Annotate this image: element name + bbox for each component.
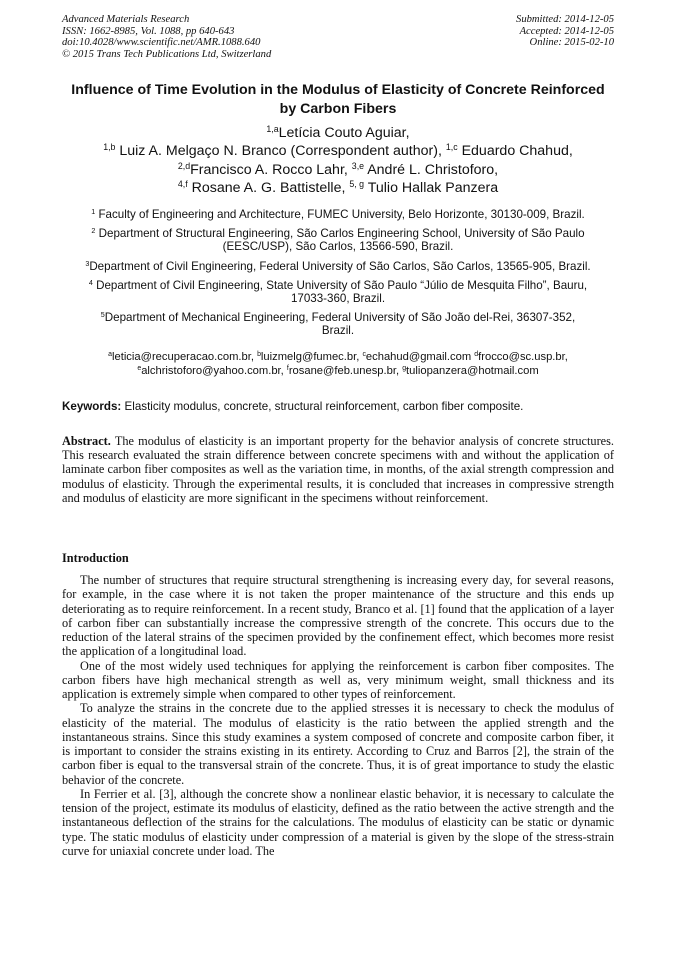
copyright-line: © 2015 Trans Tech Publications Ltd, Switzerland bbox=[62, 48, 272, 60]
email[interactable]: $^c$echahud@gmail.com bbox=[362, 351, 472, 363]
abstract bbox=[62, 434, 614, 505]
affiliation: $^1$ Faculty of Engineering and Architecture, FUMEC University, Belo Horizonte, 30130-009, Brazil. bbox=[91, 207, 585, 221]
author: $^{1,c}$ Eduardo Chahud, bbox=[445, 142, 573, 160]
author: $^{3,e}$ André L. Christoforo, bbox=[351, 160, 499, 178]
paper-title: Influence of Time Evolution in the Modulus of Elasticity of Concrete Reinforced by Carbon Fibers bbox=[71, 82, 605, 117]
author: $^{2,d}$Francisco A. Rocco Lahr, bbox=[177, 160, 348, 178]
author: $^{1,b}$ Luiz A. Melgaço N. Branco (Correspondent author), bbox=[103, 142, 442, 160]
paragraph: One of the most widely used techniques for applying the reinforcement is carbon fiber composites. The carbon fibers have high mechanical strength as well as, very minimum weight, small thickness and its application is extremely simple when compared to other types of reinforcement. bbox=[62, 658, 614, 701]
abstract-label: Abstract. bbox=[62, 434, 111, 448]
journal-header-right bbox=[516, 14, 614, 49]
affiliation: $^4$ Department of Civil Engineering, State University of São Paulo “Júlio de Mesquita Filho”, Bauru, 17033-360, Brazil. bbox=[88, 277, 588, 306]
email[interactable]: $^b$luizmelg@fumec.br, bbox=[257, 351, 360, 363]
paragraph: The number of structures that require structural strengthening is increasing every day, for several reasons, for example, in the case where it is not taken the proper maintenance of the structure and this ends up deteriorating as to require reinforcement. In a recent study, Branco et al. [1] found that the application of a layer of carbon fiber can substantially increase the compressive strength of the concrete. This occurs due to the reduction of the lateral strains of the specimen provided by the confinement effect, which becomes more resist the application of a longitudinal load. bbox=[62, 573, 614, 659]
keywords-label: Keywords: bbox=[62, 400, 122, 413]
paragraph: In Ferrier et al. [3], although the concrete show a nonlinear elastic behavior, it is necessary to calculate the tension of the project, estimate its modulus of elasticity, defined as the ratio between the active strength and the instantaneous deflection of the strains for the calculations. The modulus of elasticity can be static or dynamic type. The static modulus of elasticity under compression of a material is given by the slope of the stress-strain curve for uniaxial concrete under load. The bbox=[62, 786, 614, 858]
email[interactable]: $^e$alchristoforo@yahoo.com.br, bbox=[137, 365, 284, 377]
issn-line: ISSN: 1662-8985, Vol. 1088, pp 640-643 bbox=[62, 25, 235, 37]
email[interactable]: $^g$tuliopanzera@hotmail.com bbox=[402, 365, 539, 377]
paragraph: To analyze the strains in the concrete due to the applied stresses it is necessary to check the modulus of elasticity of the material. The modulus of elasticity is the ratio between the applied strength and the instantaneous strains. Since this study examines a system composed of concrete and composite carbon fiber, it is important to consider the strains existing in its entirety. According to Cruz and Barros [2], the strain of the carbon fiber is equal to the transversal strain of the concrete. Thus, it is of great importance to study the elastic behavior of the concrete. bbox=[62, 701, 614, 787]
author: $^{4,f}$ Rosane A. G. Battistelle, bbox=[177, 179, 346, 197]
accepted-date: Accepted: 2014-12-05 bbox=[519, 25, 614, 37]
journal-name: Advanced Materials Research bbox=[62, 14, 190, 25]
affiliation: $^2$ Department of Structural Engineering, São Carlos Engineering School, University of São Paulo (EESC/USP), São Carlos, 13566-590, Brazil. bbox=[91, 226, 585, 254]
affiliation-list bbox=[62, 208, 614, 344]
online-date: Online: 2015-02-10 bbox=[529, 37, 614, 49]
author: $^{1,a}$Letícia Couto Aguiar, bbox=[266, 124, 410, 141]
email[interactable]: $^f$rosane@feb.unesp.br, bbox=[286, 365, 400, 377]
introduction-body bbox=[62, 573, 614, 858]
doi-line: doi:10.4028/www.scientific.net/AMR.1088.640 bbox=[62, 37, 261, 49]
section-heading-introduction: Introduction bbox=[62, 551, 129, 565]
submitted-date: Submitted: 2014-12-05 bbox=[516, 14, 614, 25]
journal-header-left bbox=[62, 14, 271, 60]
email-list bbox=[62, 350, 614, 378]
author: $^{5, g}$ Tulio Hallak Panzera bbox=[349, 179, 499, 197]
email[interactable]: $^a$leticia@recuperacao.com.br, bbox=[108, 351, 254, 363]
keywords bbox=[62, 400, 614, 414]
author-list bbox=[62, 124, 614, 198]
email[interactable]: $^d$frocco@sc.usp.br, bbox=[474, 351, 568, 363]
abstract-text: The modulus of elasticity is an important property for the behavior analysis of concrete structures. This research evaluated the strain difference between concrete specimens with and without the application of laminate carbon fiber composites as well as the variation time, in months, of the axial strength compression and modulus of elasticity. Through the experimental results, it is concluded that increases in compressive strength and modulus of elasticity are more significant in the specimens without reinforcement. bbox=[62, 434, 614, 505]
affiliation: $^5$Department of Mechanical Engineering, Federal University of São João del-Rei, 36307-352, Brazil. bbox=[100, 310, 576, 338]
keywords-text: Elasticity modulus, concrete, structural reinforcement, carbon fiber composite. bbox=[124, 400, 524, 413]
affiliation: $^3$Department of Civil Engineering, Federal University of São Carlos, São Carlos, 13565-905, Brazil. bbox=[85, 258, 591, 273]
